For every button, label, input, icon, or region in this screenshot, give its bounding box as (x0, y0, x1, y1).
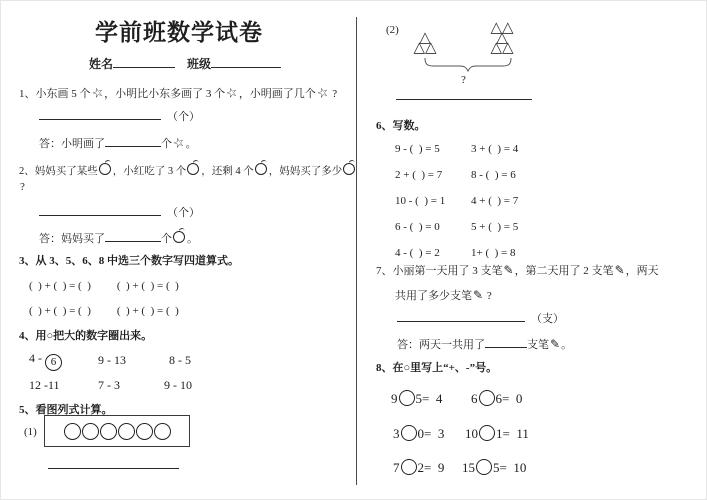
q8-rest: 0= 3 (417, 426, 445, 441)
q1-answer-sentence (39, 133, 197, 152)
figure2-answer-line (396, 99, 532, 100)
apple-icon (187, 163, 199, 175)
circled-number: 6 (45, 354, 62, 371)
q6-equation: 4 - ( ) = 2 (395, 247, 440, 259)
triangle-row (485, 40, 519, 56)
q3-equation: ( ) + ( ) = ( ) (116, 305, 179, 317)
q8-rest: 5= 4 (415, 391, 443, 406)
circle-shape (118, 423, 135, 440)
q3-equation-row-2 (29, 304, 179, 318)
name-class-line (89, 57, 281, 72)
q4-number-pair: 9 - 10 (164, 378, 192, 392)
q7-seg3: ，两天 (625, 265, 659, 277)
q2-seg1: 2、妈妈买了某些 (19, 166, 98, 177)
question-7-text (376, 264, 659, 278)
q1-answer-blank (39, 109, 161, 120)
circle-shape (154, 423, 171, 440)
q2-answer-blank (39, 205, 161, 216)
q1-answer-line (39, 109, 200, 124)
q1-answer-fill-blank (105, 136, 161, 147)
q6-row (395, 142, 518, 156)
q8-operand: 9 (391, 391, 398, 406)
q8-operand: 6 (471, 391, 478, 406)
q5-title: 5、看图列式计算。 (19, 404, 113, 416)
triangle-icon: △ (496, 30, 508, 46)
q6-equation: 8 - ( ) = 6 (471, 169, 516, 181)
pencil-icon: ✎ (550, 337, 561, 351)
triangle-icon: △ (502, 40, 514, 56)
q8-operand: 3 (393, 426, 400, 441)
q6-equation: 1+ ( ) = 8 (471, 247, 516, 259)
triangle-icon: △ (419, 30, 431, 46)
q4-number-pair: 9 - 13 (98, 353, 126, 367)
operator-circle (479, 425, 495, 441)
q8-operand: 15 (462, 460, 475, 475)
star-icon: ☆ (170, 133, 187, 152)
q5-answer-line (48, 468, 179, 469)
apple-icon (255, 163, 267, 175)
q4-number-pair: 12 -11 (29, 378, 60, 392)
q1-answer-end: 。 (185, 138, 197, 150)
q8-rest: 6= 0 (495, 391, 523, 406)
q6-row (395, 194, 518, 208)
q7-answer-blank (397, 311, 525, 322)
apple-icon (343, 163, 355, 175)
q2-unit-label: （个） (167, 207, 200, 219)
q6-row (395, 246, 515, 260)
q8-equation (465, 425, 529, 442)
q7-seg2: ，第二天用了 2 支笔 (514, 265, 614, 277)
question-7-text-line2 (395, 289, 492, 303)
q7-seg1: 7、小丽第一天用了 3 支笔 (376, 265, 503, 277)
q8-title: 8、在○里写上“+、-”号。 (376, 362, 498, 374)
q3-equation-row-1 (29, 279, 179, 293)
q1-unit-label: （个） (167, 111, 200, 123)
figure2-question-mark: ? (461, 74, 466, 86)
circle-shape (100, 423, 117, 440)
q4-title: 4、用○把大的数字圈出来。 (19, 330, 153, 342)
q1-seg1: 1、小东画 5 个 (19, 88, 91, 100)
q8-equation (393, 459, 444, 476)
operator-circle (479, 390, 495, 406)
operator-circle (476, 459, 492, 475)
q1-answer-prefix: 答：小明画了 (39, 138, 105, 150)
q7-answer-line (397, 311, 564, 326)
q2-answer-sentence (39, 230, 198, 246)
q6-equation: 9 - ( ) = 5 (395, 143, 440, 155)
question-2-text (19, 162, 357, 179)
pencil-icon: ✎ (614, 263, 625, 277)
q8-rest: 2= 9 (417, 460, 445, 475)
q2-seg3: ，还剩 4 个 (201, 166, 254, 177)
circle-shape (64, 423, 81, 440)
pencil-icon: ✎ (473, 288, 484, 302)
q4-number-pair: 7 - 3 (98, 378, 120, 392)
star-icon: ☆ (89, 83, 106, 102)
q8-equation (393, 425, 444, 442)
q4-pair1-prefix: 4 - (29, 351, 45, 365)
q7-question-mark: ? (484, 290, 492, 302)
q3-title: 3、从 3、5、6、8 中选三个数字写四道算式。 (19, 255, 239, 267)
q7-answer-prefix: 答：两天一共用了 (397, 339, 485, 351)
q7-answer-sentence (397, 337, 572, 352)
q6-equation: 3 + ( ) = 4 (471, 143, 519, 155)
star-icon: ☆ (314, 83, 331, 102)
column-divider (356, 17, 357, 485)
q6-equation: 10 - ( ) = 1 (395, 195, 446, 207)
q3-equation: ( ) + ( ) = ( ) (29, 280, 91, 292)
q2-seg4: ，妈妈买了多少 (268, 166, 343, 177)
triangle-icon: △ (490, 40, 502, 56)
q6-equation: 2 + ( ) = 7 (395, 169, 443, 181)
q6-row (395, 168, 516, 182)
q7-line2: 共用了多少支笔 (395, 290, 472, 302)
star-icon: ☆ (223, 83, 240, 102)
q7-unit-label: （支） (531, 313, 564, 325)
q2-question-mark: ? (20, 181, 25, 193)
figure2-label: (2) (386, 24, 399, 36)
q1-question-mark: ? (329, 88, 338, 100)
triangle-icon: △ (490, 20, 502, 36)
operator-circle (401, 459, 417, 475)
operator-circle (399, 390, 415, 406)
name-blank (113, 57, 175, 68)
q8-rest: 5= 10 (493, 460, 527, 475)
q6-equation: 6 - ( ) = 0 (395, 221, 440, 233)
q8-equation (462, 459, 526, 476)
q8-operand: 10 (465, 426, 478, 441)
q8-equation (391, 390, 442, 407)
q8-rest: 1= 11 (496, 426, 529, 441)
q7-answer-fill-blank (485, 337, 527, 348)
q6-equation: 4 + ( ) = 7 (471, 195, 519, 207)
q1-seg3: ，小明画了几个 (238, 88, 316, 100)
q6-equation: 5 + ( ) = 5 (471, 221, 519, 233)
figure2-right-group (485, 20, 519, 56)
class-blank (211, 57, 281, 68)
apple-icon (99, 163, 111, 175)
triangle-icon: △ (425, 40, 437, 56)
q8-equation (471, 390, 522, 407)
q3-equation: ( ) + ( ) = ( ) (116, 280, 179, 292)
q5-item-label: (1) (24, 426, 37, 438)
figure2-brace (424, 58, 512, 73)
operator-circle (401, 425, 417, 441)
page-title: 学前班数学试卷 (95, 20, 263, 45)
triangle-icon: △ (413, 40, 425, 56)
class-label: 班级 (187, 57, 212, 71)
name-label: 姓名 (89, 57, 114, 71)
q7-answer-end: 。 (561, 339, 573, 351)
q2-answer-end: 。 (187, 233, 198, 245)
q7-answer-mid: 支笔 (527, 339, 549, 351)
q6-row (395, 220, 518, 234)
q2-answer-prefix: 答：妈妈买了 (39, 233, 105, 245)
q5-shapes-box (44, 415, 190, 447)
circle-shape (136, 423, 153, 440)
apple-icon (173, 231, 185, 243)
triangle-icon: △ (502, 20, 514, 36)
pencil-icon: ✎ (503, 263, 514, 277)
q4-number-pair (29, 351, 62, 371)
q1-answer-mid: 个 (161, 138, 172, 150)
q2-seg2: ，小红吃了 3 个 (112, 166, 187, 177)
q1-seg2: ，小明比小东多画了 3 个 (104, 88, 226, 100)
q6-title: 6、写数。 (376, 120, 426, 132)
question-1-text (19, 83, 338, 102)
q3-equation: ( ) + ( ) = ( ) (29, 305, 91, 317)
triangle-row (408, 40, 442, 56)
q4-number-pair: 8 - 5 (169, 353, 191, 367)
q8-operand: 7 (393, 460, 400, 475)
q2-answer-mid: 个 (161, 233, 172, 245)
q2-answer-fill-blank (105, 231, 161, 242)
q2-answer-line (39, 205, 200, 220)
figure2-left-group (408, 30, 442, 56)
circle-shape (82, 423, 99, 440)
